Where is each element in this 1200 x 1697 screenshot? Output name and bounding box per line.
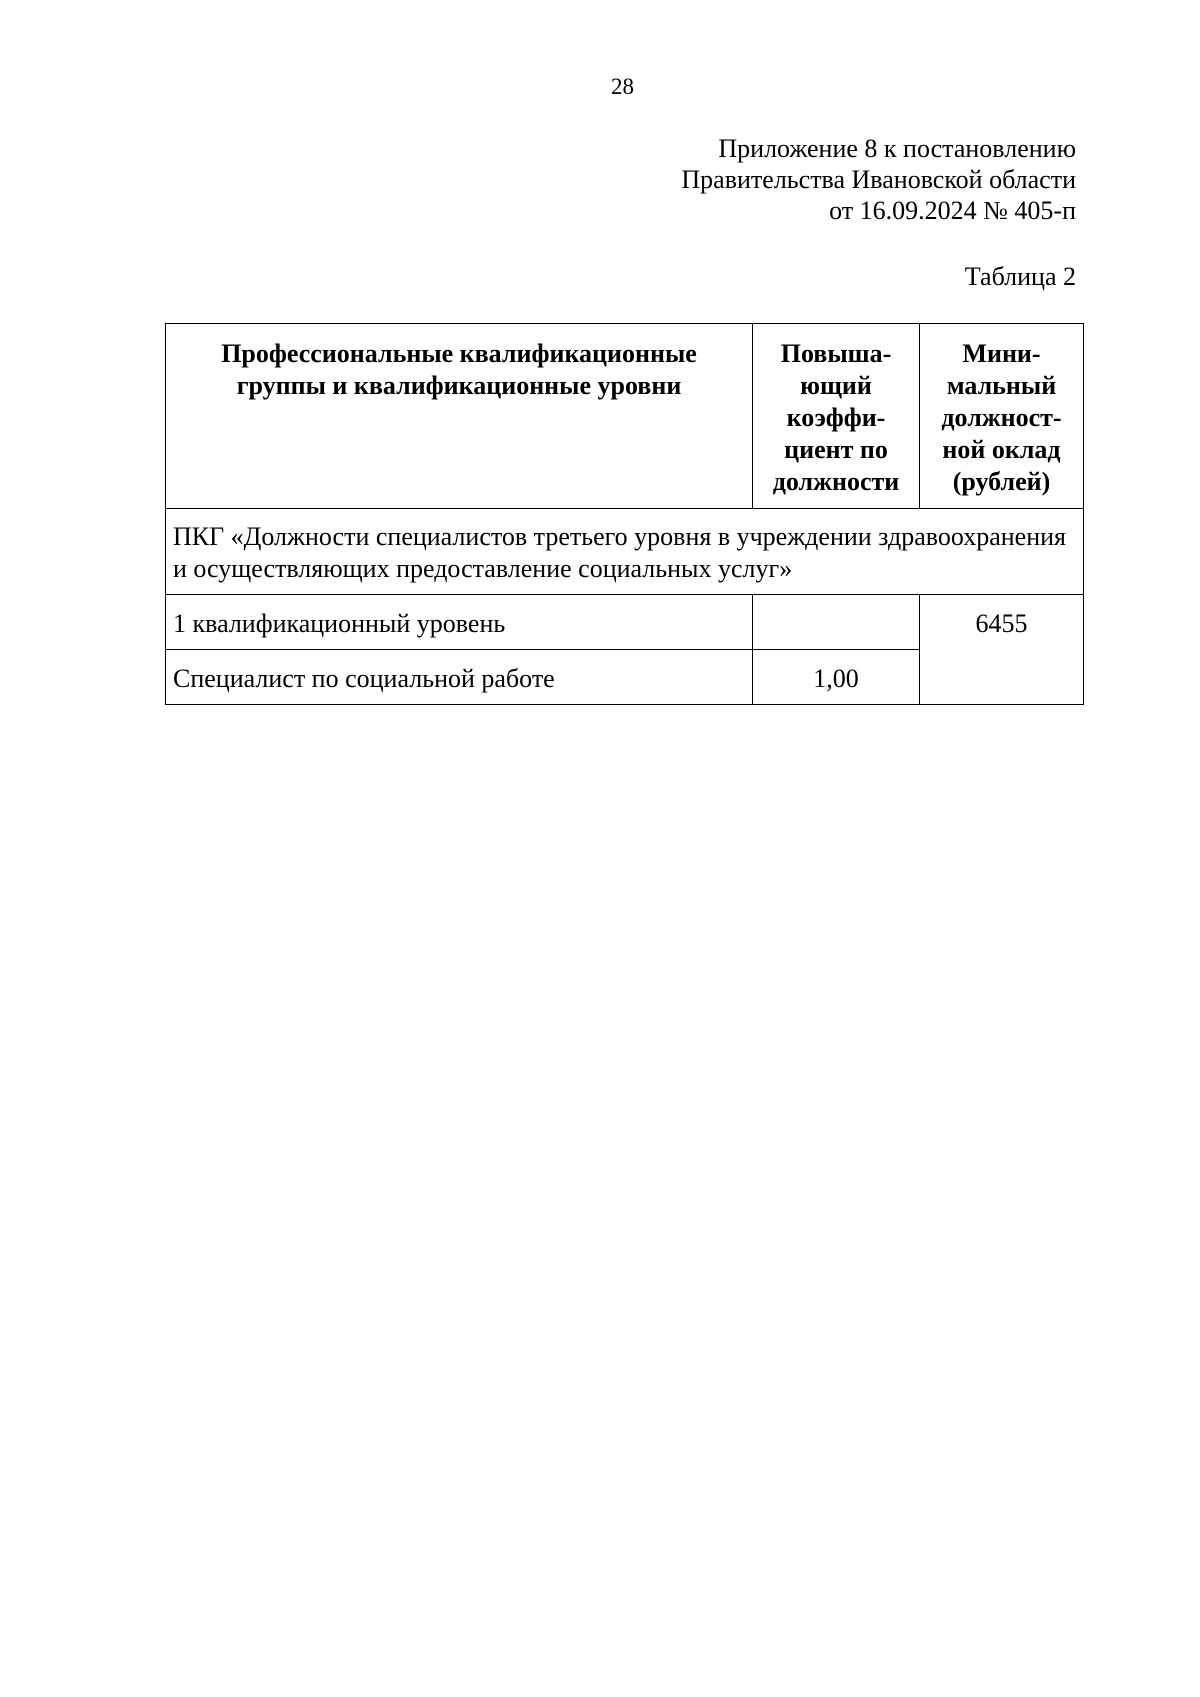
header-salary-line: Мини- <box>962 339 1041 368</box>
header-coefficient <box>753 324 920 509</box>
header-salary-line: мальный <box>946 371 1057 400</box>
header-coefficient-line: коэффи- <box>786 403 886 432</box>
table-header-row <box>166 324 1084 509</box>
header-name: Профессиональные квалификационные группы и квалификационные уровни <box>166 324 753 509</box>
header-salary-line: должност- <box>941 403 1062 432</box>
header-coefficient-line: Повыша- <box>780 339 892 368</box>
group-row <box>166 509 1084 595</box>
position-name: Специалист по социальной работе <box>166 650 753 705</box>
approval-line-1: Приложение 8 к постановлению <box>718 134 1076 163</box>
position-coefficient: 1,00 <box>753 650 920 705</box>
approval-block <box>681 133 1076 226</box>
page-number: 28 <box>611 74 634 99</box>
header-coefficient-line: должности <box>772 467 900 496</box>
header-coefficient-line: ющий <box>800 371 872 400</box>
level-coefficient <box>753 595 920 650</box>
header-salary-line: (рублей) <box>952 467 1051 496</box>
table-caption: Таблица 2 <box>964 262 1076 291</box>
pkg-table <box>165 323 1084 705</box>
approval-line-3: от 16.09.2024 № 405-п <box>829 196 1076 225</box>
level-name: 1 квалификационный уровень <box>166 595 753 650</box>
approval-line-2: Правительства Ивановской области <box>681 165 1076 194</box>
header-salary-line: ной оклад <box>942 435 1061 464</box>
header-salary <box>920 324 1084 509</box>
header-coefficient-line: циент по <box>784 435 888 464</box>
group-title: ПКГ «Должности специалистов третьего уровня в учреждении здравоохранения и осуществляющих предоставление социальных услуг» <box>166 509 1084 595</box>
table-row <box>166 595 1084 650</box>
level-salary: 6455 <box>920 595 1084 705</box>
